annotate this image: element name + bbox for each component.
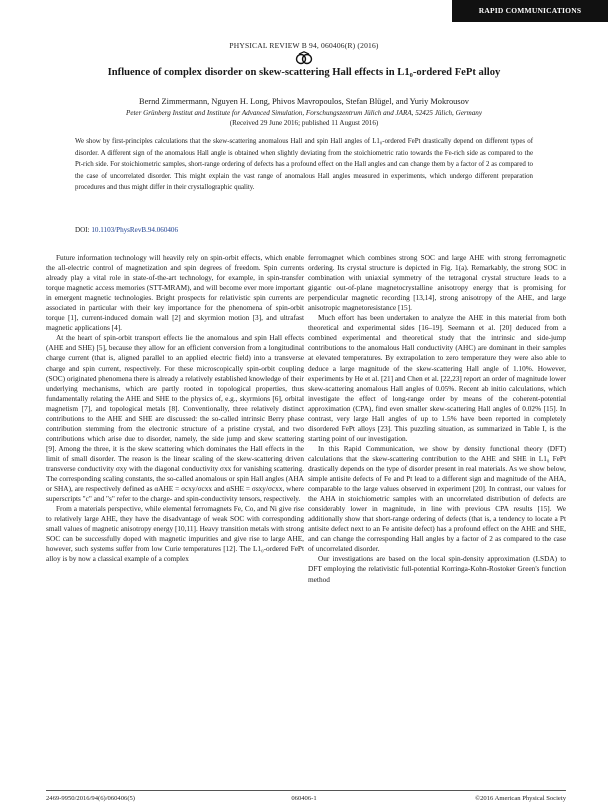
body-column-right — [308, 253, 566, 783]
paragraph: Future information technology will heavily rely on spin-orbit effects, which enable the all-electric control of magnetization and spin degrees of freedom. Spin currents already play a vital role in state-of-the-art technology, for example, in spin-transfer torque magnetic access memories (STT-MRAM), and will become ever more important in emergent magnetic technologies. Bright prospects for relativistic spin currents are associated in particular with their key importance for the phenomena of spin-orbit torque [1], current-induced domain wall [2] and skyrmion motion [3], and ultrafast magnetic applications [4]. — [46, 253, 304, 333]
page-number: 060406-1 — [291, 795, 317, 802]
paper-title: Influence of complex disorder on skew-scattering Hall effects in L1₀-ordered FePt alloy — [107, 67, 501, 78]
doi-label: DOI: — [75, 226, 90, 234]
rapid-communications-badge: RAPID COMMUNICATIONS — [452, 0, 608, 22]
doi-link[interactable]: 10.1103/PhysRevB.94.060406 — [91, 226, 179, 234]
copyright: ©2016 American Physical Society — [475, 795, 566, 802]
author-list: Bernd Zimmermann, Nguyen H. Long, Phivos Mavropoulos, Stefan Blügel, and Yuriy Mokrousov — [138, 97, 469, 106]
received-date: (Received 29 June 2016; published 11 August 2016) — [229, 119, 379, 127]
paragraph: From a materials perspective, while elemental ferromagnets Fe, Co, and Ni give rise to relatively large AHE, they have the disadvantage of weak SOC with corresponding small values of magnetic anisotropy energy [10,11]. Heavy transition metals with strong SOC can be successfully doped with magnetic impurities and give rise to large AHE, however, such systems suffer from low Curie temperatures [12]. The L1₀-ordered FePt alloy is by now a classical example of a complex — [46, 504, 304, 564]
abstract: We show by first-principles calculations that the skew-scattering anomalous Hall and spin Hall angles of L1₀-ordered FePt drastically depend on different types of disorder. A different sign of the anomalous Hall angle is obtained when slightly deviating from the stoichiometric ratio towards the Fe-rich side as compared to the Pt-rich side. For stoichiometric samples, short-range ordering of defects has a profound effect on the Hall angles and can change them by a factor of 2 as compared to the case of uncorrelated disorder. This might explain the vast range of anomalous Hall angles measured in experiments, which undergo different preparation procedures and thus might differ in their crystallographic quality. — [75, 138, 533, 191]
paragraph: In this Rapid Communication, we show by density functional theory (DFT) calculations that the skew-scattering contribution to the AHE and SHE in L1₀ FePt drastically depends on the type of disorder present in real materials. As we show below, simple antisite defects of Fe and Pt lead to a different sign and magnitude of the AHA, comparable to the large values observed in experiment [20]. In contrast, our values for the AHA in stoichiometric samples with an uncorrelated distribution of defects are considerably lower in magnitude, in line with previous CPA results [15]. We additionally show that short-range ordering of defects (that is, a tendency to locate a Pt antisite defect next to an Fe antisite defect) has a profound effect on the AHE and SHE, and can change the corresponding Hall angles by a factor of 2 as compared to the case of uncorrelated disorder. — [308, 443, 566, 554]
paragraph: At the heart of spin-orbit transport effects lie the anomalous and spin Hall effects (AHE and SHE) [5], because they allow for an efficient conversion from a longitudinal charge current (that is, aligned parallel to an applied electric field) into a transverse charge and spin current, respectively. For these microscopically spin-orbit coupling (SOC) originated phenomena there is already a relatively established knowledge of their underlying mechanisms, which are partly rooted in topological properties, thus fundamentally relating the AHE and SHE to the physics of, e.g., skyrmions [6], orbital magnetism [7], and topological metals [8]. Conventionally, three relatively distinct contributions to the AHE and SHE are discussed: the so-called intrinsic Berry phase contribution stemming from the electronic structure of a pristine crystal, and two contributions which arise due to disorder, namely, the side jump and skew scattering [9]. Among the three, it is the skew scattering which dominates the Hall effects in the limit of small disorder. The reason is the linear scaling of the skew-scattering driven transverse conductivity σxy with the diagonal conductivity σxx for vanishing scattering. The corresponding scaling constants, the so-called anomalous or spin Hall angles (AHA or SHA), are respectively defined as αAHE = σcxy/σcxx and αSHE = σsxy/σcxx, where superscripts "c" and "s" refer to the charge- and spin-conductivity tensors, respectively. — [46, 333, 304, 504]
paragraph: Much effort has been undertaken to analyze the AHE in this material from both theoretical and experimental sides [16–19]. Seemann et al. [20] deduced from a combined experimental and theoretical study that the intrinsic and side-jump contributions to the anomalous Hall conductivity (AHC) are dominant in their samples at elevated temperatures. By extrapolation to zero temperature they were also able to deduce a large magnitude of the skew-scattering Hall angle of 1.10%. However, experiments by He et al. [21] and Chen et al. [22,23] report an order of magnitude lower skew-scattering anomalous Hall angles of 0.05%. Recent ab initio calculations, which investigate the effect of long-range order by means of the coherent-potential approximation (CPA), find even smaller skew-scattering Hall angles of 0.02% [15]. In contrast, very large Hall angles of up to 1.5% have been reported in completely disordered FePt alloys [23]. This puzzling situation, as summarized in Table I, is the starting point of our investigation. — [308, 313, 566, 443]
journal-citation: PHYSICAL REVIEW B 94, 060406(R) (2016) — [229, 41, 379, 50]
footer-issn: 2469-9950/2016/94(6)/060406(5) — [46, 795, 136, 802]
body-column-left — [46, 253, 304, 783]
doi-line — [75, 226, 178, 234]
paragraph: Our investigations are based on the local spin-density approximation (LSDA) to DFT employing the relativistic full-potential Korringa-Kohn-Rostoker Green's function method — [308, 554, 566, 584]
footer-divider — [46, 790, 566, 791]
open-access-icon — [294, 51, 314, 65]
paragraph: ferromagnet which combines strong SOC and large AHE with strong ferromagnetic ordering. Its crystal structure is depicted in Fig. 1(a). Remarkably, the strong SOC in combination with uniaxial symmetry of the tetragonal crystal structure leads to a gigantic out-of-plane magnetocrystalline anisotropy energy that is promising for perpendicular magnetic recording [13,14], strong anisotropy of the AHE, and large anisotropic magnetoresistance [15]. — [308, 253, 566, 313]
affiliation: Peter Grünberg Institut and Institute for Advanced Simulation, Forschungszentrum Jülich and JARA, 52425 Jülich, Germany — [125, 109, 482, 117]
